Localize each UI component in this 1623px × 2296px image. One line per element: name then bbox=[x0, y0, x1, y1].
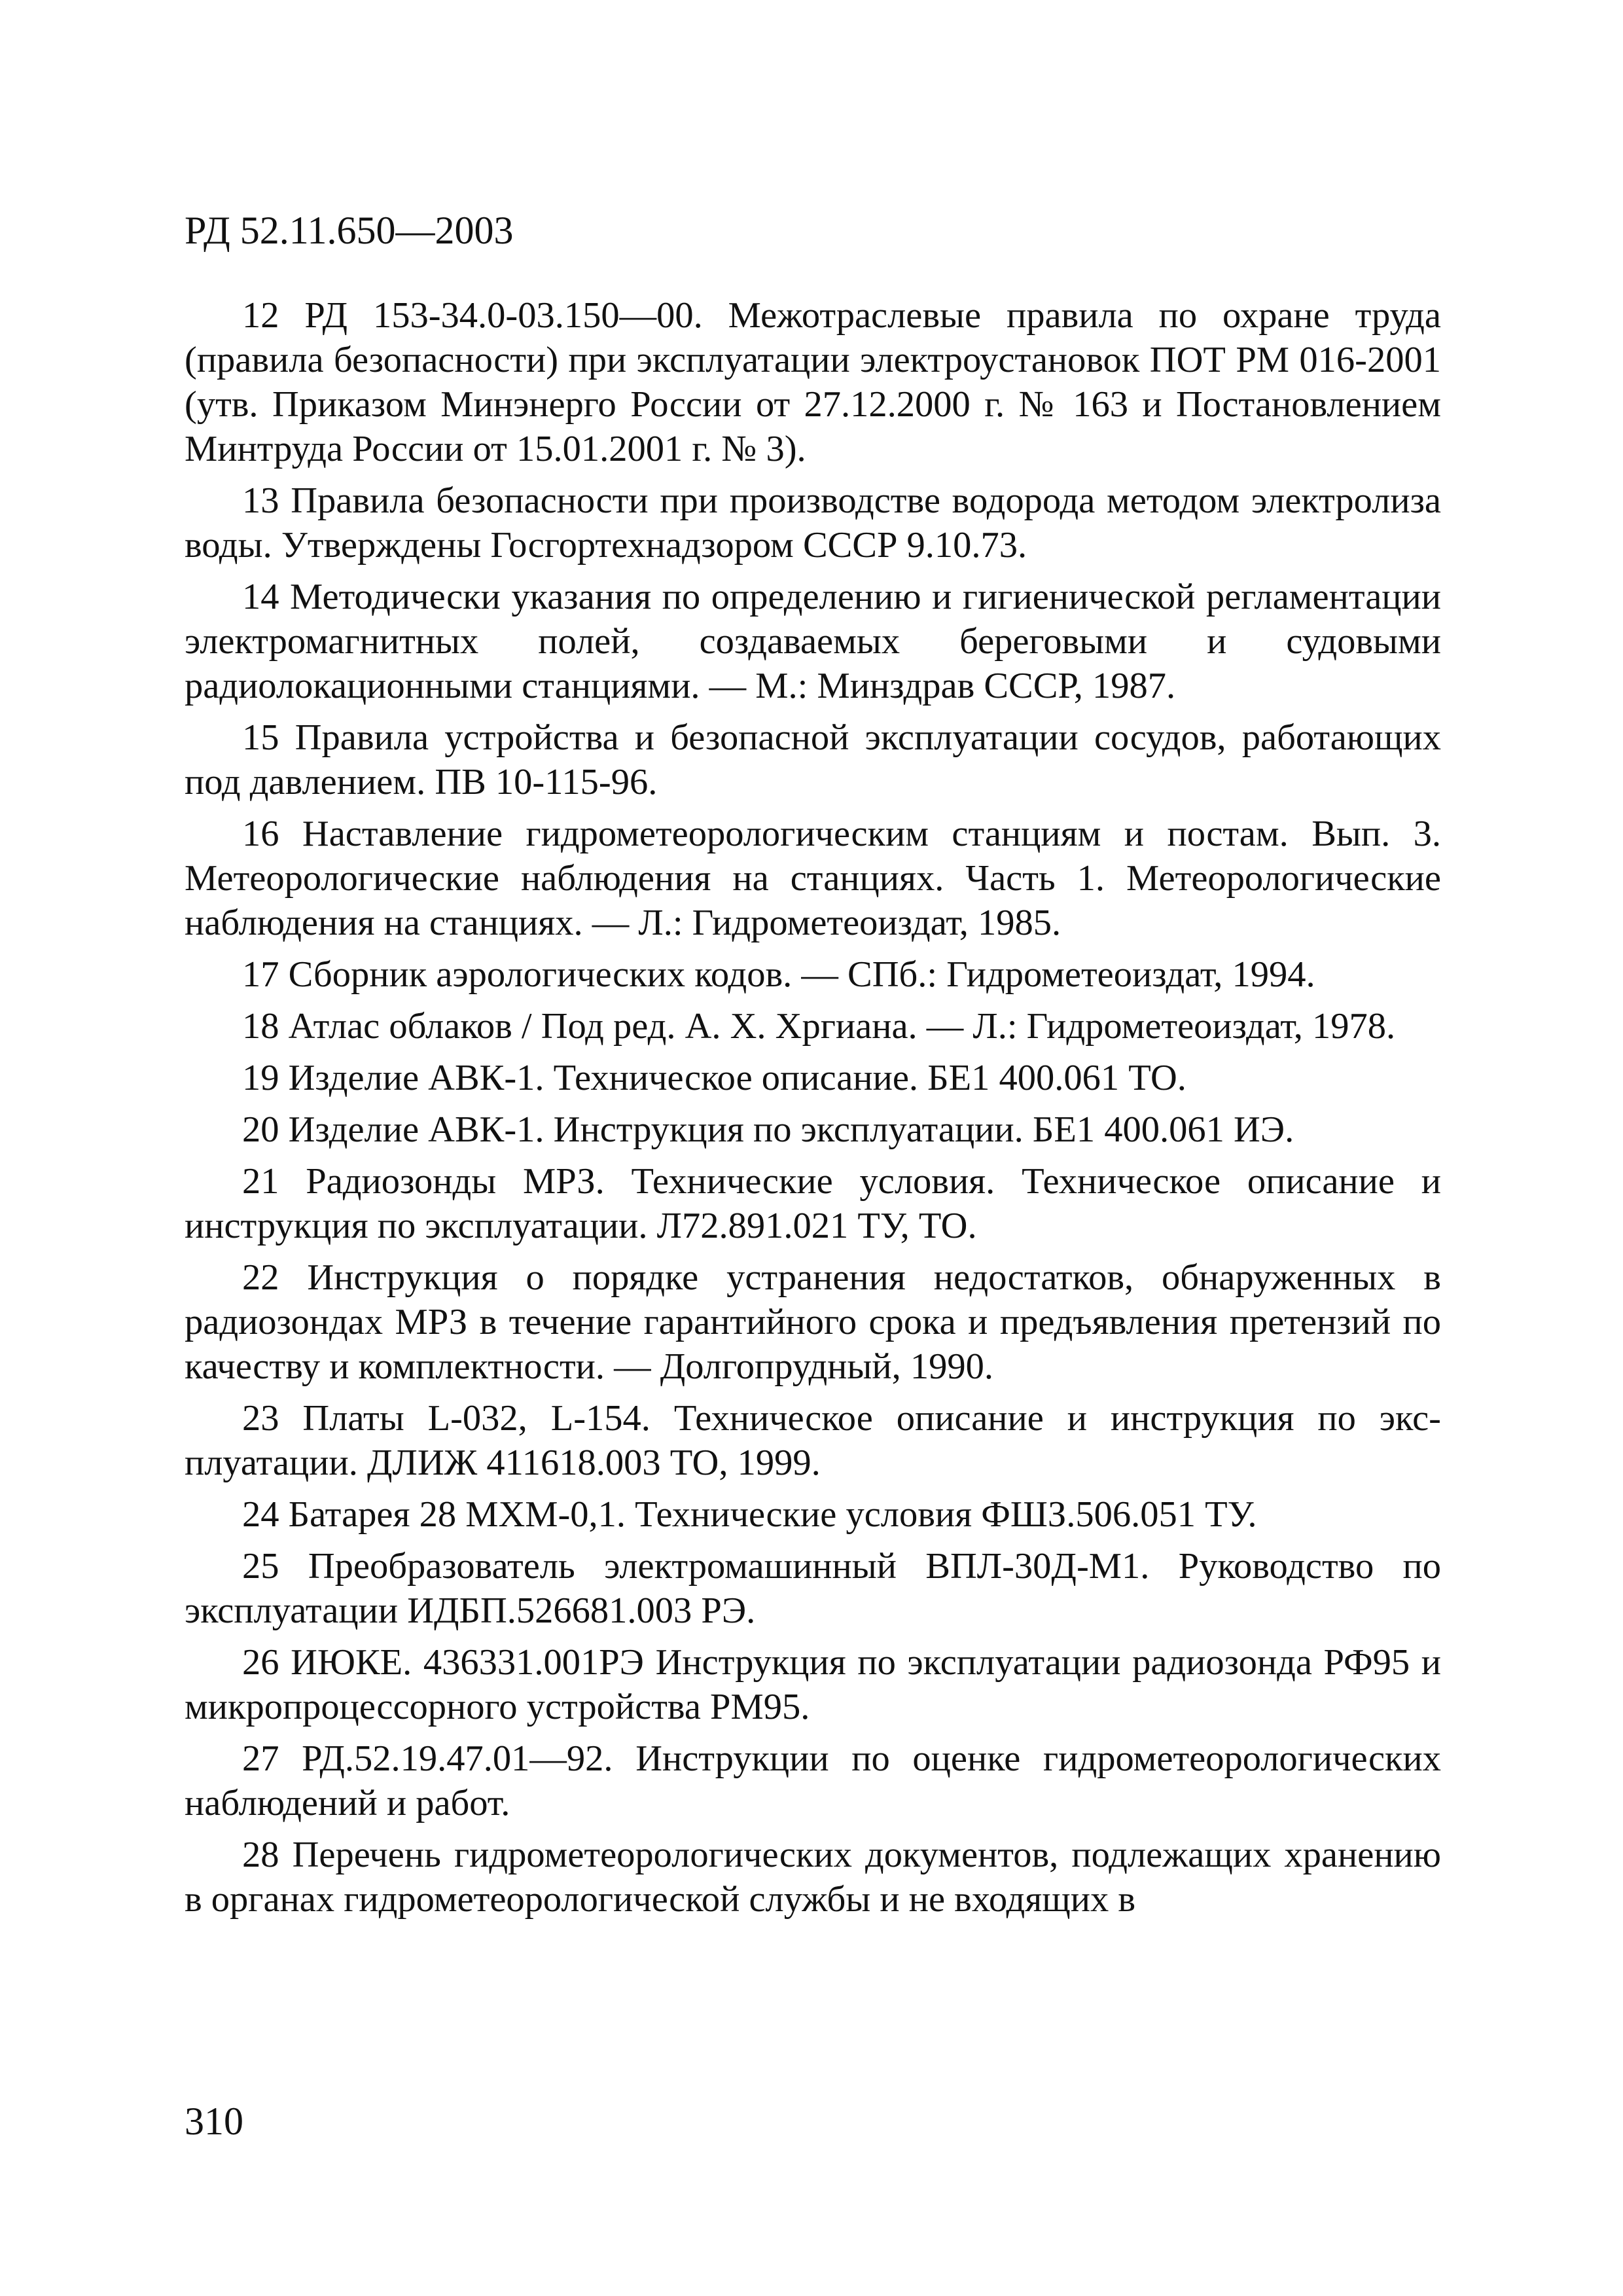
reference-item-18: 18 Атлас облаков / Под ред. А. Х. Хргиана. — Л.: Гидрометеоиздат, 1978. bbox=[242, 1006, 1396, 1047]
document-code-header: РД 52.11.650—2003 bbox=[185, 209, 514, 252]
reference-item-17: 17 Сборник аэрологических кодов. — СПб.: Гидрометеоиздат, 1994. bbox=[242, 954, 1315, 995]
reference-item-26: 26 ИЮКЕ. 436331.001РЭ Инструкция по эксплуатации радиозонда РФ95 и микропроцессорного устройства РМ95. bbox=[185, 1642, 1441, 1727]
page-number: 310 bbox=[185, 2100, 243, 2143]
reference-item-24: 24 Батарея 28 МХМ-0,1. Технические условия ФШЗ.506.051 ТУ. bbox=[242, 1494, 1257, 1535]
reference-item-19: 19 Изделие АВК-1. Техническое описание. БЕ1 400.061 ТО. bbox=[242, 1058, 1186, 1098]
reference-item-14: 14 Методически указания по определению и гигиенической регламентации электромагнитных полей, создаваемых береговыми и судовыми радиолокационными станциями. — М.: Минздрав СССР, 1987. bbox=[185, 577, 1441, 706]
reference-item-27: 27 РД.52.19.47.01—92. Инструкции по оценке гидрометеорологических наблюдений и работ. bbox=[185, 1738, 1441, 1823]
reference-item-21: 21 Радиозонды МРЗ. Технические условия. Техническое описание и инструкция по эксплуатации. Л72.891.021 ТУ, ТО. bbox=[185, 1161, 1441, 1246]
reference-item-13: 13 Правила безопасности при производстве водорода методом электролиза воды. Утверждены Госгортехнадзором СССР 9.10.73. bbox=[185, 480, 1441, 565]
reference-item-23: 23 Платы L-032, L-154. Техническое описание и инструкция по эксплуатации. ДЛИЖ 411618.003 ТО, 1999. bbox=[185, 1398, 1441, 1483]
references-list bbox=[185, 293, 1441, 1929]
reference-item-20: 20 Изделие АВК-1. Инструкция по эксплуатации. БЕ1 400.061 ИЭ. bbox=[242, 1109, 1294, 1150]
reference-item-15: 15 Правила устройства и безопасной эксплуатации сосудов, работающих под давлением. ПВ 10-115-96. bbox=[185, 717, 1441, 802]
reference-item-25: 25 Преобразователь электромашинный ВПЛ-30Д-М1. Руководство по эксплуатации ИДБП.526681.003 РЭ. bbox=[185, 1546, 1441, 1631]
reference-item-16: 16 Наставление гидрометеорологическим станциям и постам. Вып. 3. Метеорологические наблюдения на станциях. Часть 1. Метеорологические наблюдения на станциях. — Л.: Гидрометеоиздат, 1985. bbox=[185, 814, 1441, 943]
reference-item-22: 22 Инструкция о порядке устранения недостатков, обнаруженных в радиозондах МРЗ в течение гарантийного срока и предъявления претензий по качеству и комплектности. — Долгопрудный, 1990. bbox=[185, 1257, 1441, 1387]
reference-item-28: 28 Перечень гидрометеорологических документов, подлежащих хранению в органах гидрометеорологической службы и не входящих в bbox=[185, 1835, 1441, 1920]
reference-item-12: 12 РД 153-34.0-03.150—00. Межотраслевые правила по охране труда (правила безопасности) при эксплуатации электроустановок ПОТ РМ 016-2001 (утв. Приказом Минэнерго России от 27.12.2000 г. № 163 и Постановлением Минтруда России от 15.01.2001 г. № 3). bbox=[185, 295, 1441, 469]
